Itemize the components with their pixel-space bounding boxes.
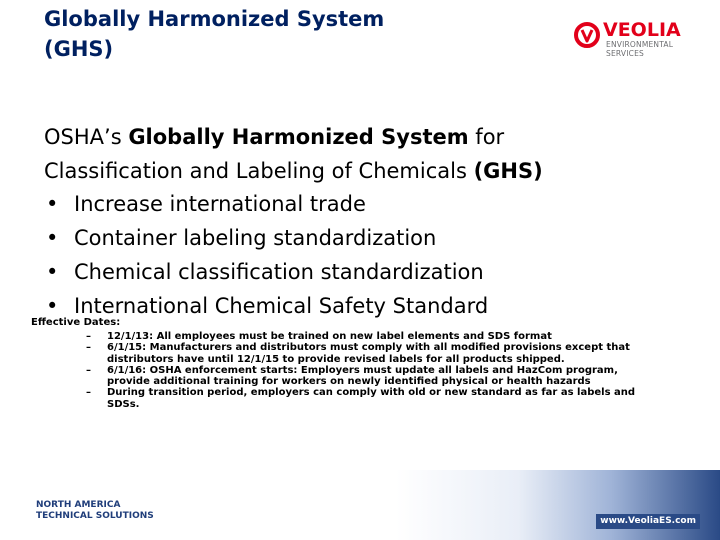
effective-date-item xyxy=(56,342,656,365)
bullet-dot-icon: • xyxy=(46,192,59,216)
intro-text-2: for xyxy=(468,125,505,149)
bullet-item xyxy=(44,187,684,221)
footer-left-line-2: TECHNICAL SOLUTIONS xyxy=(36,511,154,521)
bullet-text: Chemical classification standardization xyxy=(74,260,484,284)
title-line-2: (GHS) xyxy=(44,37,114,61)
effective-date-text: During transition period, employers can comply with old or new standard as far as labels and SDSs. xyxy=(107,387,636,410)
bullet-text: Container labeling standardization xyxy=(74,226,437,250)
intro-bold-1: Globally Harmonized System xyxy=(128,125,469,149)
footer-website-link[interactable]: www.VeoliaES.com xyxy=(596,514,700,529)
logo-sub-line-1: ENVIRONMENTAL xyxy=(606,40,674,49)
effective-dates-list xyxy=(56,331,656,410)
footer-left-line-1: NORTH AMERICA xyxy=(36,500,121,510)
effective-date-item xyxy=(56,387,656,410)
logo-subtitle xyxy=(606,41,673,58)
dash-icon: – xyxy=(86,342,91,354)
dash-icon: – xyxy=(86,364,91,376)
bullet-dot-icon: • xyxy=(46,260,59,284)
dash-icon: – xyxy=(86,387,91,399)
effective-dates-label: Effective Dates: xyxy=(31,317,121,328)
logo-wordmark: VEOLIA xyxy=(603,19,681,41)
page-title xyxy=(44,4,524,64)
title-line-1: Globally Harmonized System xyxy=(44,7,385,31)
intro-text-1: OSHA’s xyxy=(44,125,129,149)
effective-date-text: 6/1/15: Manufacturers and distributors must comply with all modified provisions except that distributors have until 12/1/15 to provide revised labels for all products shipped. xyxy=(107,342,630,365)
bullet-list xyxy=(44,187,684,323)
bullet-text: International Chemical Safety Standard xyxy=(74,294,489,318)
bullet-item xyxy=(44,255,684,289)
intro-line-2 xyxy=(44,154,684,188)
bullet-dot-icon: • xyxy=(46,294,59,318)
bullet-dot-icon: • xyxy=(46,226,59,250)
logo-sub-line-2: SERVICES xyxy=(606,48,644,58)
intro-text-3: Classification and Labeling of Chemicals xyxy=(44,159,474,183)
veolia-logo-icon xyxy=(574,22,600,48)
dash-icon: – xyxy=(86,331,91,342)
intro-line-1 xyxy=(44,120,684,154)
intro-paragraph xyxy=(44,120,684,188)
footer-division-label xyxy=(36,500,154,522)
effective-date-text: 6/1/16: OSHA enforcement starts: Employers must update all labels and HazCom program, provide additional training for workers on newly identified physical or health hazards xyxy=(107,364,618,388)
bullet-item xyxy=(44,221,684,255)
effective-date-text: 12/1/13: All employees must be trained on new label elements and SDS format xyxy=(107,331,552,342)
effective-date-item xyxy=(56,365,656,388)
bullet-text: Increase international trade xyxy=(74,192,366,216)
effective-date-item xyxy=(56,331,656,342)
veolia-logo xyxy=(574,18,704,62)
intro-bold-2: (GHS) xyxy=(473,159,543,183)
